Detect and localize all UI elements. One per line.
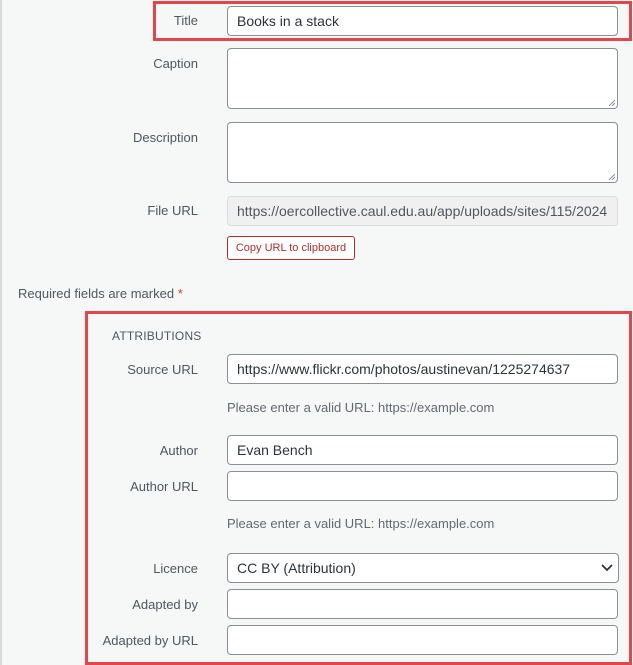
author-input[interactable]: Evan Bench (227, 435, 618, 465)
attributions-highlight-frame (85, 311, 632, 665)
author-label: Author (159, 443, 198, 458)
resize-grip-icon[interactable] (607, 172, 615, 180)
title-highlight-frame (153, 1, 632, 41)
author-url-help: Please enter a valid URL: https://example.com (227, 516, 495, 531)
caption-label: Caption (153, 56, 198, 71)
caption-textarea[interactable] (227, 48, 618, 109)
author-url-label: Author URL (130, 479, 198, 494)
title-label: Title (173, 13, 198, 28)
source-url-label: Source URL (127, 362, 198, 377)
description-label: Description (132, 130, 198, 145)
title-input[interactable]: Books in a stack (227, 6, 618, 36)
licence-selected-value: CC BY (Attribution) (237, 560, 356, 576)
copy-url-button[interactable]: Copy URL to clipboard (227, 236, 355, 260)
file-url-label: File URL (147, 203, 198, 218)
resize-grip-icon[interactable] (607, 98, 615, 106)
source-url-help: Please enter a valid URL: https://example.com (227, 400, 495, 415)
description-textarea[interactable] (227, 122, 618, 183)
left-border (0, 0, 2, 665)
required-note-text: Required fields are marked (18, 286, 175, 301)
required-fields-note (18, 286, 183, 301)
attributions-heading: ATTRIBUTIONS (112, 329, 202, 343)
licence-label: Licence (153, 561, 198, 576)
adapted-by-label: Adapted by (132, 597, 198, 612)
required-star: * (177, 286, 183, 301)
adapted-by-url-label: Adapted by URL (102, 633, 198, 648)
file-url-input[interactable]: https://oercollective.caul.edu.au/app/uploads/sites/115/2024 (227, 196, 618, 226)
source-url-input[interactable]: https://www.flickr.com/photos/austinevan/1225274637 (227, 354, 618, 384)
